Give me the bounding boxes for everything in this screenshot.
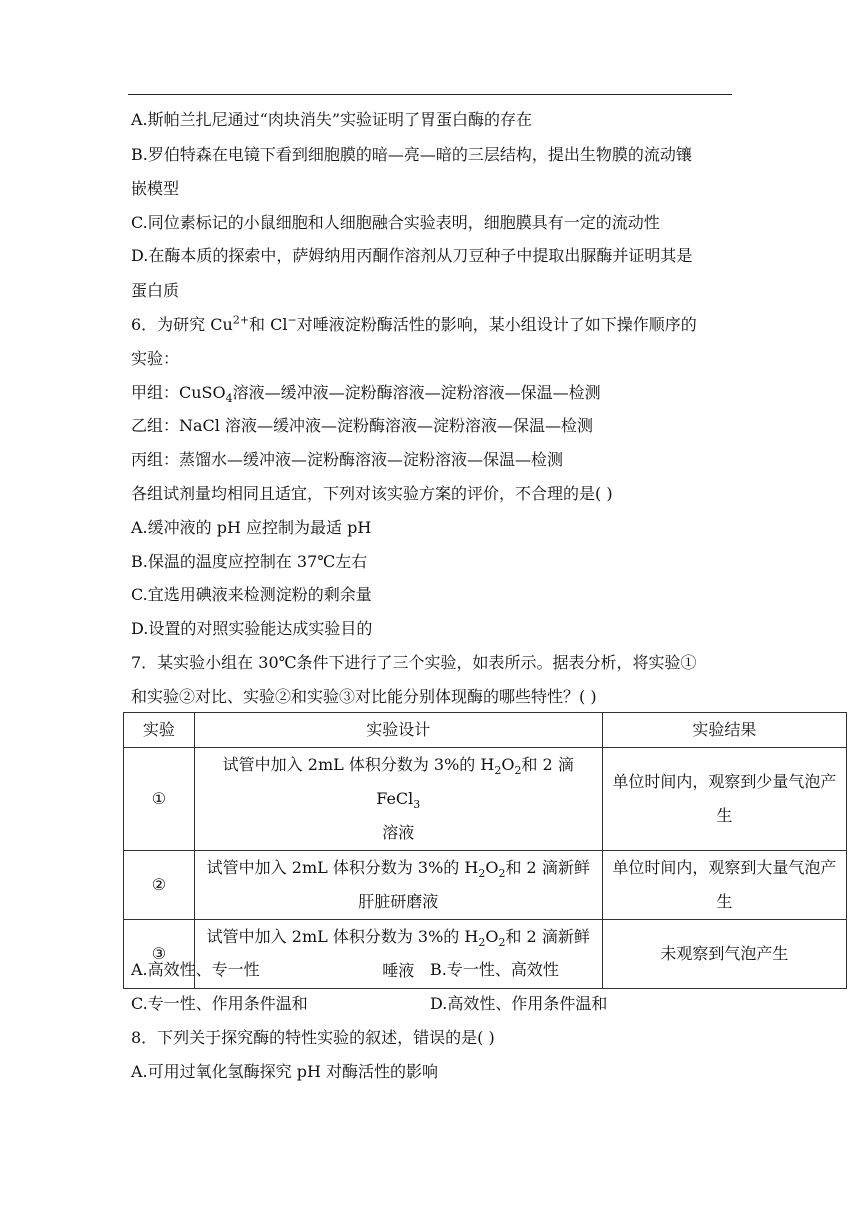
row-design: 试管中加入 2mL 体积分数为 3%的 $H_2O_2$和 2 滴 FeCl$_3$ 溶液 [194,748,602,851]
row-result: 单位时间内，观察到大量气泡产生 [602,851,846,920]
row-design: 试管中加入 2mL 体积分数为 3%的 $H_2O_2$和 2 滴新鲜 肝脏研磨液 [194,851,602,920]
q6-question: 各组试剂量均相同且适宜，下列对该实验方案的评价，不合理的是( ) [131,484,613,503]
row-result: 未观察到气泡产生 [602,920,846,989]
q7-stem-line2: 和实验②对比、实验②和实验③对比能分别体现酶的哪些特性？( ) [131,687,597,706]
q7-option-b: B.专一性、高效性 [430,960,559,979]
q5-option-a: A.斯帕兰扎尼通过“肉块消失”实验证明了胃蛋白酶的存在 [131,110,533,129]
q6-option-d: D.设置的对照实验能达成实验目的 [131,619,373,638]
row-design: 试管中加入 2mL 体积分数为 3%的 $H_2O_2$和 2 滴新鲜 唾液 [194,920,602,989]
q7-option-a: A.高效性、专一性 [131,960,260,979]
q6-option-a: A.缓冲液的 pH 应控制为最适 pH [131,518,372,537]
q6-stem-line2: 实验： [131,349,180,368]
q5-option-b-line2: 嵌模型 [131,179,180,198]
table-row [124,748,847,851]
header-rule [128,94,732,95]
row-id: ③ [124,920,195,989]
q6-stem-line1: 6．为研究 $Cu^{2+}$和 Cl−对唾液淀粉酶活性的影响，某小组设计了如下操作顺序的 [131,313,697,334]
q6-group-jia: 甲组：CuSO$_4$溶液—缓冲液—淀粉酶溶液—淀粉溶液—保温—检测 [131,383,601,406]
q6-group-bing: 丙组：蒸馏水—缓冲液—淀粉酶溶液—淀粉溶液—保温—检测 [131,450,564,469]
row-id: ① [124,748,195,851]
row-id: ② [124,851,195,920]
header-design: 实验设计 [194,713,602,748]
experiment-table [123,712,847,989]
q7-option-d: D.高效性、作用条件温和 [430,994,608,1013]
q8-stem: 8．下列关于探究酶的特性实验的叙述，错误的是( ) [131,1028,495,1047]
q5-option-b-line1: B.罗伯特森在电镜下看到细胞膜的暗—亮—暗的三层结构，提出生物膜的流动镶 [131,145,692,164]
q7-stem-line1: 7．某实验小组在 30℃条件下进行了三个实验，如表所示。据表分析，将实验① [131,653,697,672]
header-result: 实验结果 [602,713,846,748]
q8-option-a: A.可用过氧化氢酶探究 pH 对酶活性的影响 [131,1062,439,1081]
q5-option-c: C.同位素标记的小鼠细胞和人细胞融合实验表明，细胞膜具有一定的流动性 [131,213,660,232]
table-header-row [124,713,847,748]
q6-option-b: B.保温的温度应控制在 37℃左右 [131,552,368,571]
table-row [124,851,847,920]
row-result: 单位时间内，观察到少量气泡产生 [602,748,846,851]
q5-option-d-line1: D.在酶本质的探索中，萨姆纳用丙酮作溶剂从刀豆种子中提取出脲酶并证明其是 [131,246,693,265]
header-experiment: 实验 [124,713,195,748]
q7-option-c: C.专一性、作用条件温和 [131,994,308,1013]
q6-option-c: C.宜选用碘液来检测淀粉的剩余量 [131,585,372,604]
q6-group-yi: 乙组：NaCl 溶液—缓冲液—淀粉酶溶液—淀粉溶液—保温—检测 [131,416,593,435]
q5-option-d-line2: 蛋白质 [131,281,180,300]
